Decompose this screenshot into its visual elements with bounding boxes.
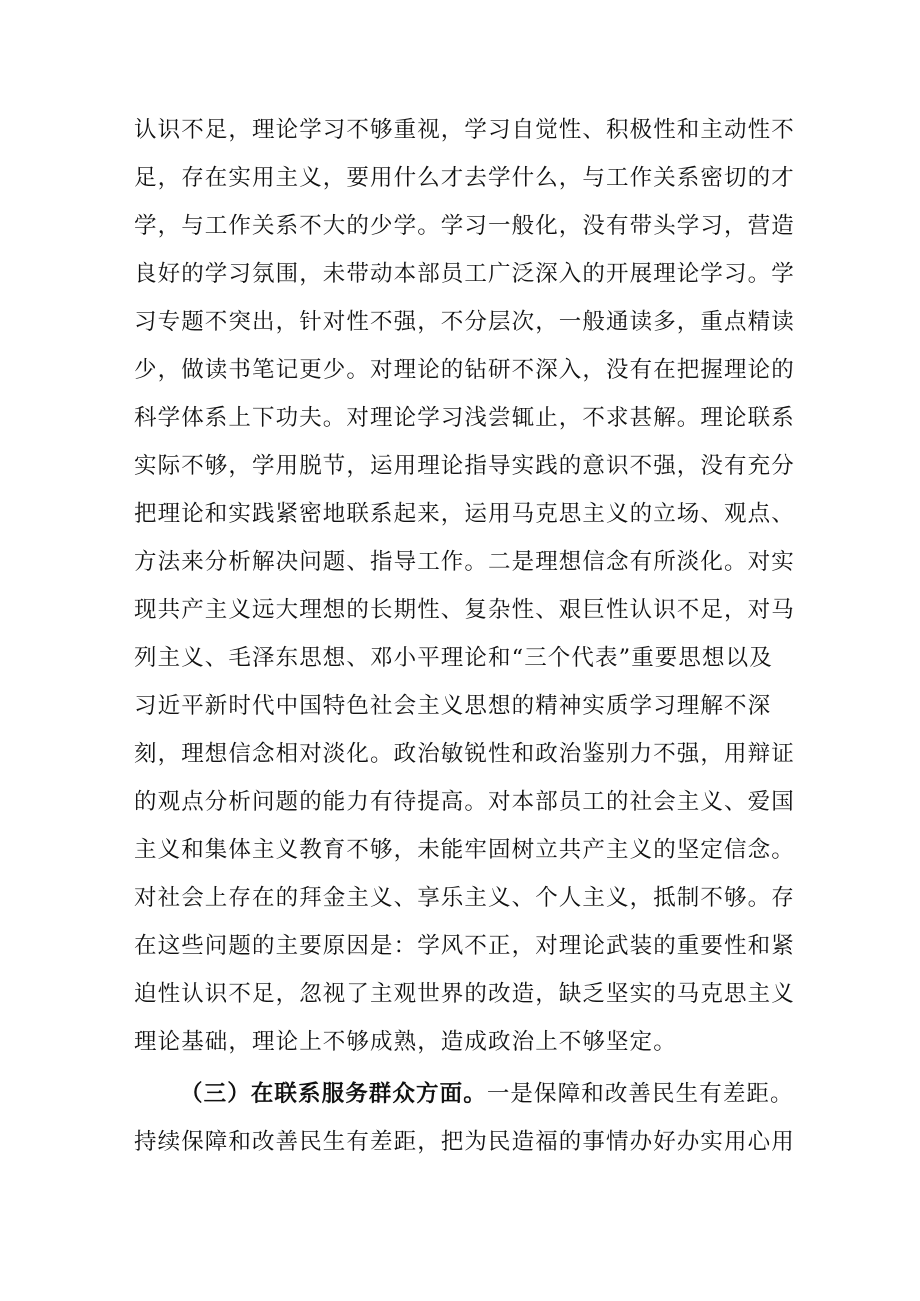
body-text-line: 科学体系上下功夫。对理论学习浅尝辄止，不求甚解。理论联系 [134, 405, 795, 431]
body-text-line: 良好的学习氛围，未带动本部员工广泛深入的开展理论学习。学 [134, 261, 795, 287]
body-text-line: 少，做读书笔记更少。对理论的钻研不深入，没有在把握理论的 [134, 357, 795, 383]
body-text-line: 方法来分析解决问题、指导工作。二是理想信念有所淡化。对实 [134, 549, 795, 575]
body-text-line: 对社会上存在的拜金主义、享乐主义、个人主义，抵制不够。存 [134, 885, 795, 911]
body-text-line: 在这些问题的主要原因是：学风不正，对理论武装的重要性和紧 [134, 933, 795, 959]
body-text-line: 现共产主义远大理想的长期性、复杂性、艰巨性认识不足，对马 [134, 597, 795, 623]
body-text-line: 的观点分析问题的能力有待提高。对本部员工的社会主义、爱国 [134, 789, 795, 815]
body-text-line: 学，与工作关系不大的少学。学习一般化，没有带头学习，营造 [134, 213, 795, 239]
body-text-line: 主义和集体主义教育不够，未能牢固树立共产主义的坚定信念。 [134, 837, 795, 863]
body-text-line: 习近平新时代中国特色社会主义思想的精神实质学习理解不深 [134, 693, 772, 719]
body-text-line: 理论基础，理论上不够成熟，造成政治上不够坚定。 [134, 1029, 677, 1055]
body-text-line: 实际不够，学用脱节，运用理论指导实践的意识不强，没有充分 [134, 453, 795, 479]
body-text-line: 迫性认识不足，忽视了主观世界的改造，缺乏坚实的马克思主义 [134, 981, 795, 1007]
section-heading-rest: 一是保障和改善民生有差距。 [486, 1081, 794, 1107]
body-text-line: 列主义、毛泽东思想、邓小平理论和“三个代表”重要思想以及 [134, 645, 773, 671]
section-heading: （三）在联系服务群众方面。 [180, 1081, 487, 1107]
body-text-line: 持续保障和改善民生有差距，把为民造福的事情办好办实用心用 [134, 1129, 795, 1155]
body-text-line: 习专题不突出，针对性不强，不分层次，一般通读多，重点精读 [134, 309, 795, 335]
section-heading-line [180, 1070, 794, 1118]
body-text-line: 认识不足，理论学习不够重视，学习自觉性、积极性和主动性不 [134, 117, 795, 143]
body-text-line: 刻，理想信念相对淡化。政治敏锐性和政治鉴别力不强，用辩证 [134, 741, 795, 767]
body-text-line: 把理论和实践紧密地联系起来，运用马克思主义的立场、观点、 [134, 501, 795, 527]
body-text-line: 足，存在实用主义，要用什么才去学什么，与工作关系密切的才 [134, 165, 795, 191]
